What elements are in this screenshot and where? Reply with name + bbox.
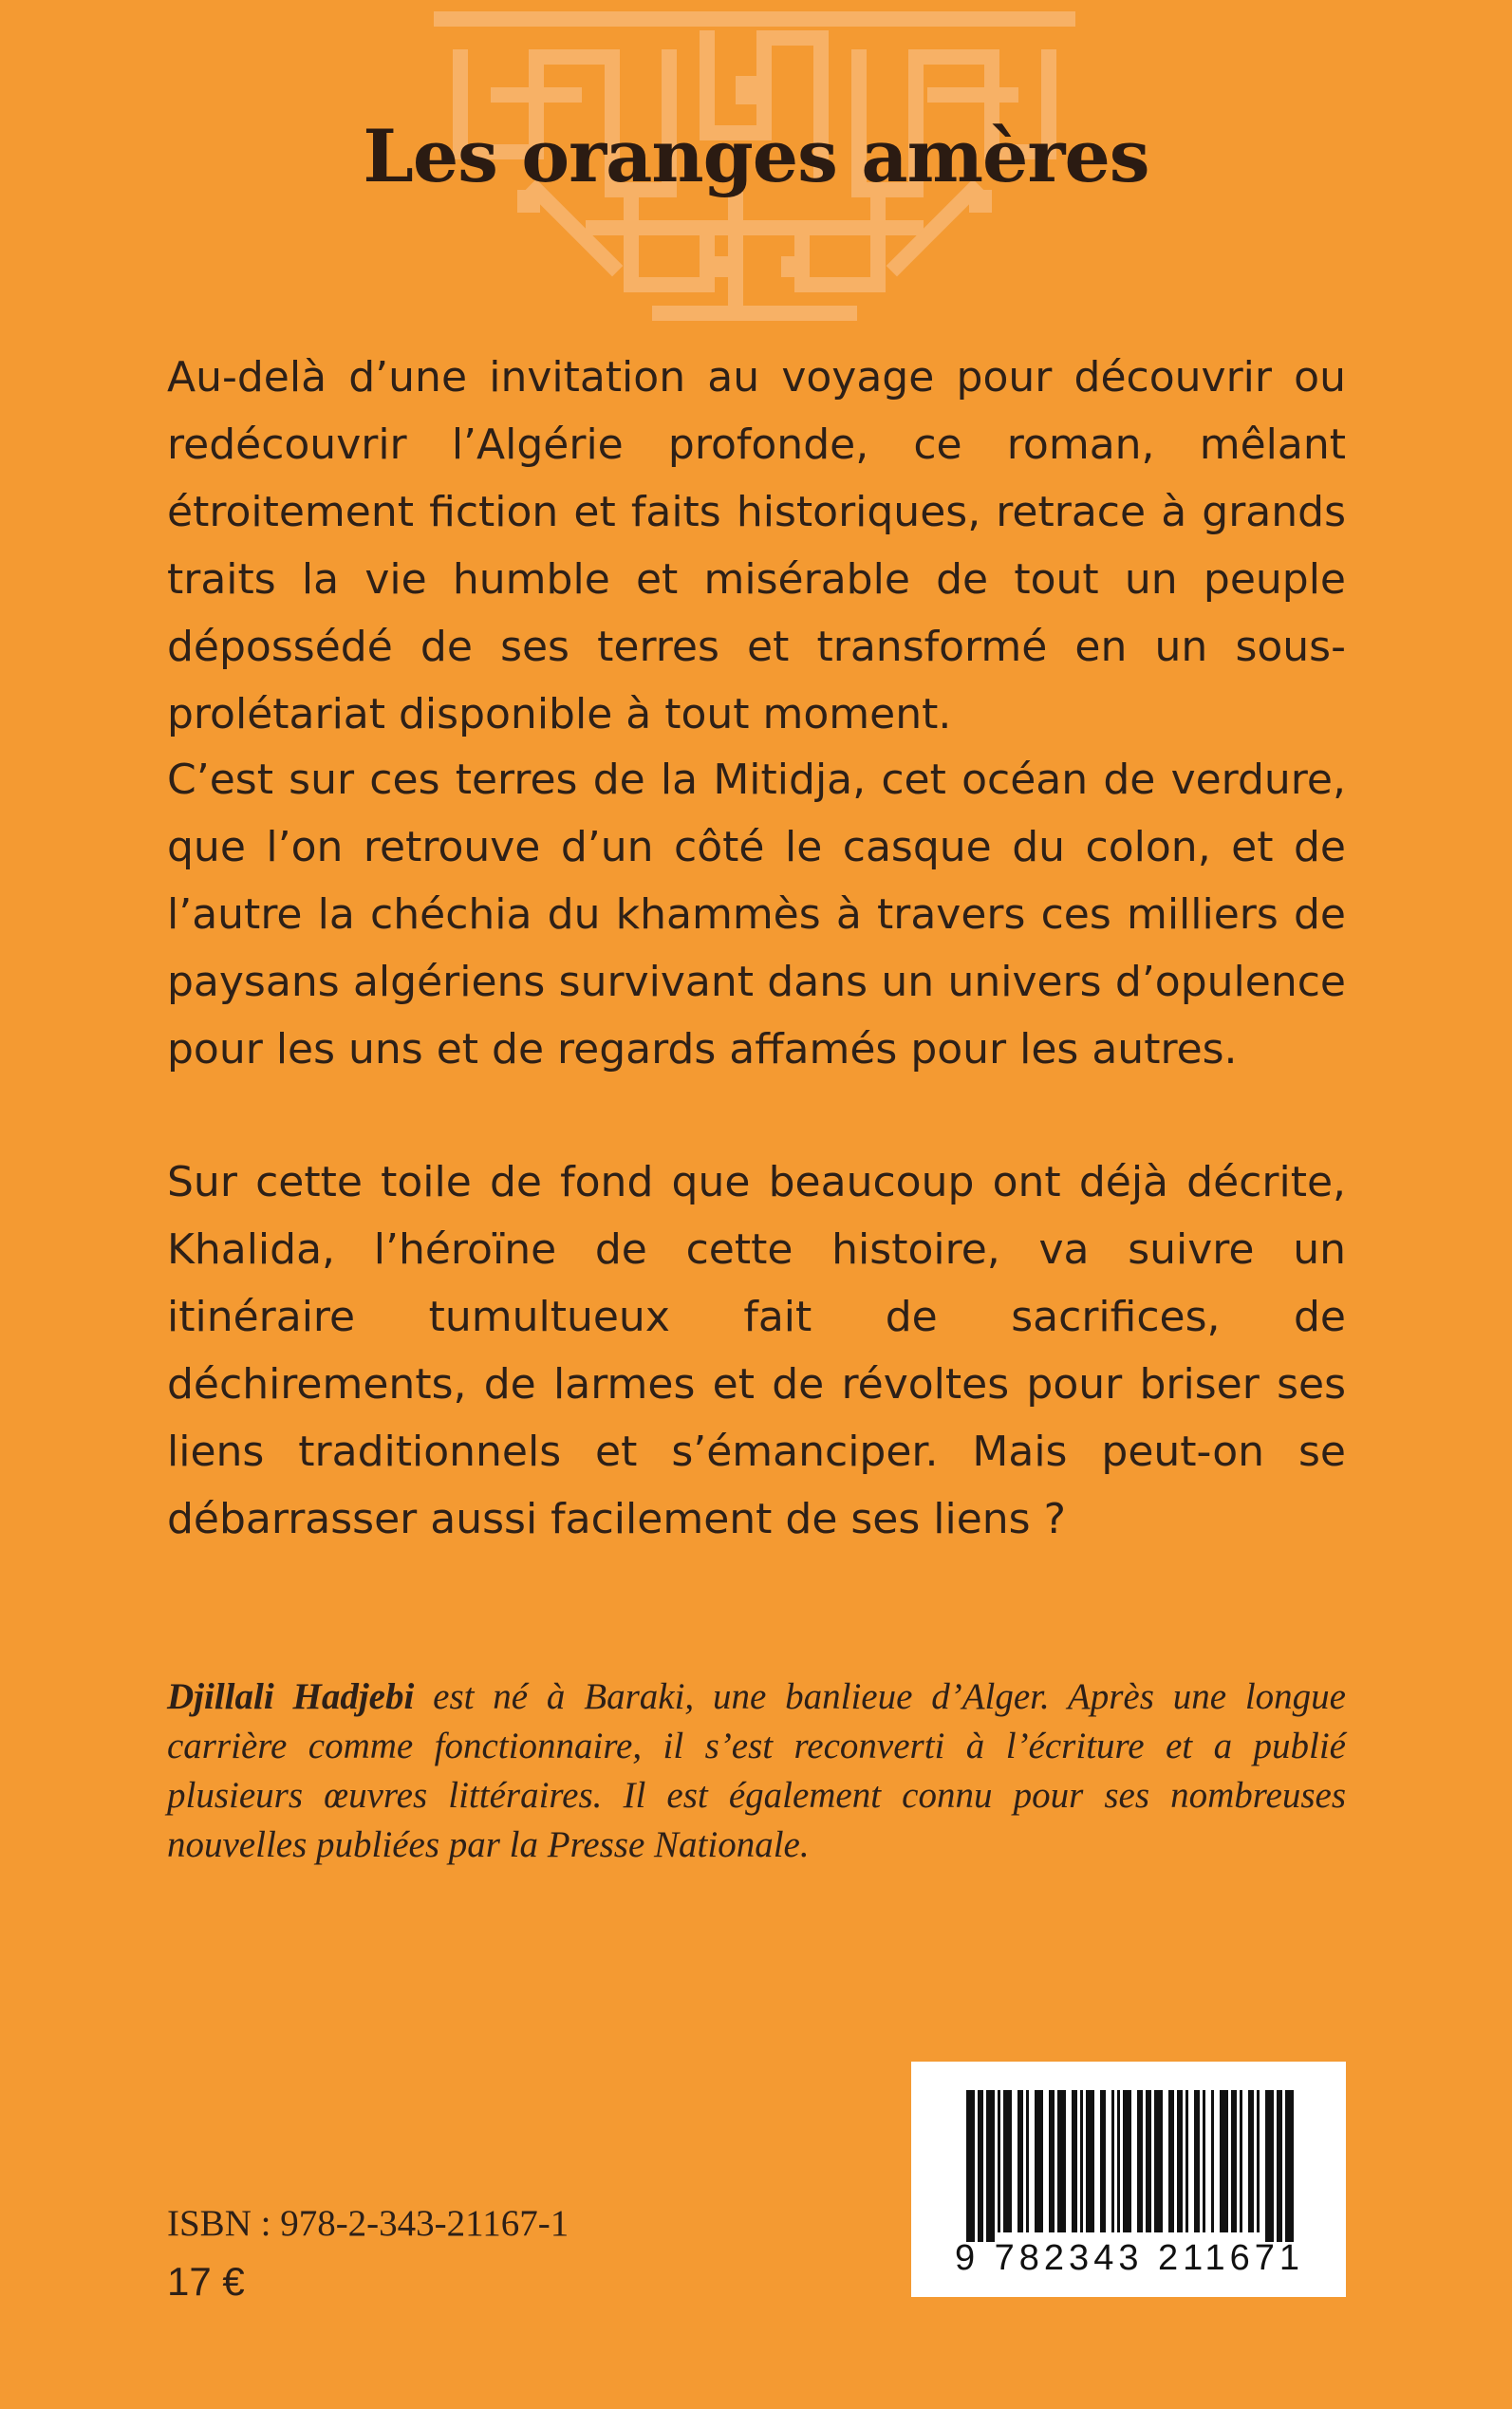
barcode-bar	[1003, 2090, 1012, 2232]
barcode-bar	[1231, 2090, 1237, 2232]
barcode-bar	[1248, 2090, 1254, 2232]
barcode-bar	[1203, 2090, 1205, 2232]
barcode-bar	[1168, 2090, 1174, 2232]
blurb-paragraph-2: C’est sur ces terres de la Mitidja, cet océan de verdure, que l’on retrouve d’un côté le casque du colon, et de l’autre la chéchia du khammès à travers ces milliers de paysans algériens survivant dans un univers d’opulence pour les uns et de regards affamés pour les autres.	[167, 756, 1346, 1074]
barcode-bar	[1185, 2090, 1188, 2232]
barcode-bar	[1080, 2090, 1083, 2232]
barcode-bar	[966, 2090, 975, 2242]
barcode-bar	[1117, 2090, 1120, 2232]
price: 17 €	[167, 2259, 245, 2304]
barcode-bar	[1111, 2090, 1114, 2232]
barcode-bar	[1177, 2090, 1183, 2232]
barcode-bar	[986, 2090, 995, 2242]
barcode-bar	[1100, 2090, 1106, 2232]
author-name: Djillali Hadjebi	[167, 1676, 415, 1717]
blurb-paragraph-1: Au-delà d’une invitation au voyage pour découvrir ou redécouvrir l’Algérie profonde, ce roman, mêlant étroitement fiction et faits historiques, retrace à grands traits la vie humble et misérable de tout un peuple dépossédé de ses terres et transformé en un sous-prolétariat disponible à tout moment.	[167, 353, 1346, 738]
isbn: ISBN : 978-2-343-21167-1	[167, 2203, 569, 2244]
barcode-bar	[1072, 2090, 1077, 2232]
author-bio-text: est né à Baraki, une banlieue d’Alger. Après une longue carrière comme fonctionnaire, il s’est reconverti à l’écriture et a publié plusieurs œuvres littéraires. Il est également connu pour ses nombreuses nouvelles publiées par la Presse Nationale.	[167, 1676, 1346, 1865]
barcode	[911, 2062, 1346, 2297]
barcode-bar	[1123, 2090, 1131, 2232]
barcode-bar	[1154, 2090, 1163, 2232]
book-title: Les oranges amères	[363, 114, 1149, 198]
barcode-bar	[1137, 2090, 1143, 2232]
author-bio	[167, 1672, 1346, 1870]
barcode-bar	[1220, 2090, 1228, 2232]
barcode-number: 9 782343 211671	[954, 2238, 1305, 2278]
barcode-bar	[1026, 2090, 1029, 2232]
barcode-bar	[998, 2090, 1000, 2232]
barcode-bar	[1049, 2090, 1055, 2232]
barcode-bar	[1277, 2090, 1282, 2242]
barcode-bar	[1194, 2090, 1200, 2232]
barcode-bar	[1146, 2090, 1151, 2232]
barcode-bar	[1086, 2090, 1094, 2232]
blurb-paragraph-3: Sur cette toile de fond que beaucoup ont déjà décrite, Khalida, l’héroïne de cette histoire, va suivre un itinéraire tumultueux fait de sacrifices, de déchirements, de larmes et de révoltes pour briser ses liens traditionnels et s’émanciper. Mais peut-on se débarrasser aussi facilement de ses liens ?	[167, 1158, 1346, 1543]
barcode-bar	[1035, 2090, 1043, 2232]
barcode-bar	[1057, 2090, 1066, 2232]
barcode-bar	[1017, 2090, 1023, 2232]
barcode-bar	[1211, 2090, 1214, 2232]
barcode-bar	[978, 2090, 983, 2242]
barcode-bar	[1240, 2090, 1242, 2232]
barcode-bar	[1257, 2090, 1260, 2232]
barcode-bar	[1285, 2090, 1294, 2242]
barcode-bar	[1265, 2090, 1274, 2242]
